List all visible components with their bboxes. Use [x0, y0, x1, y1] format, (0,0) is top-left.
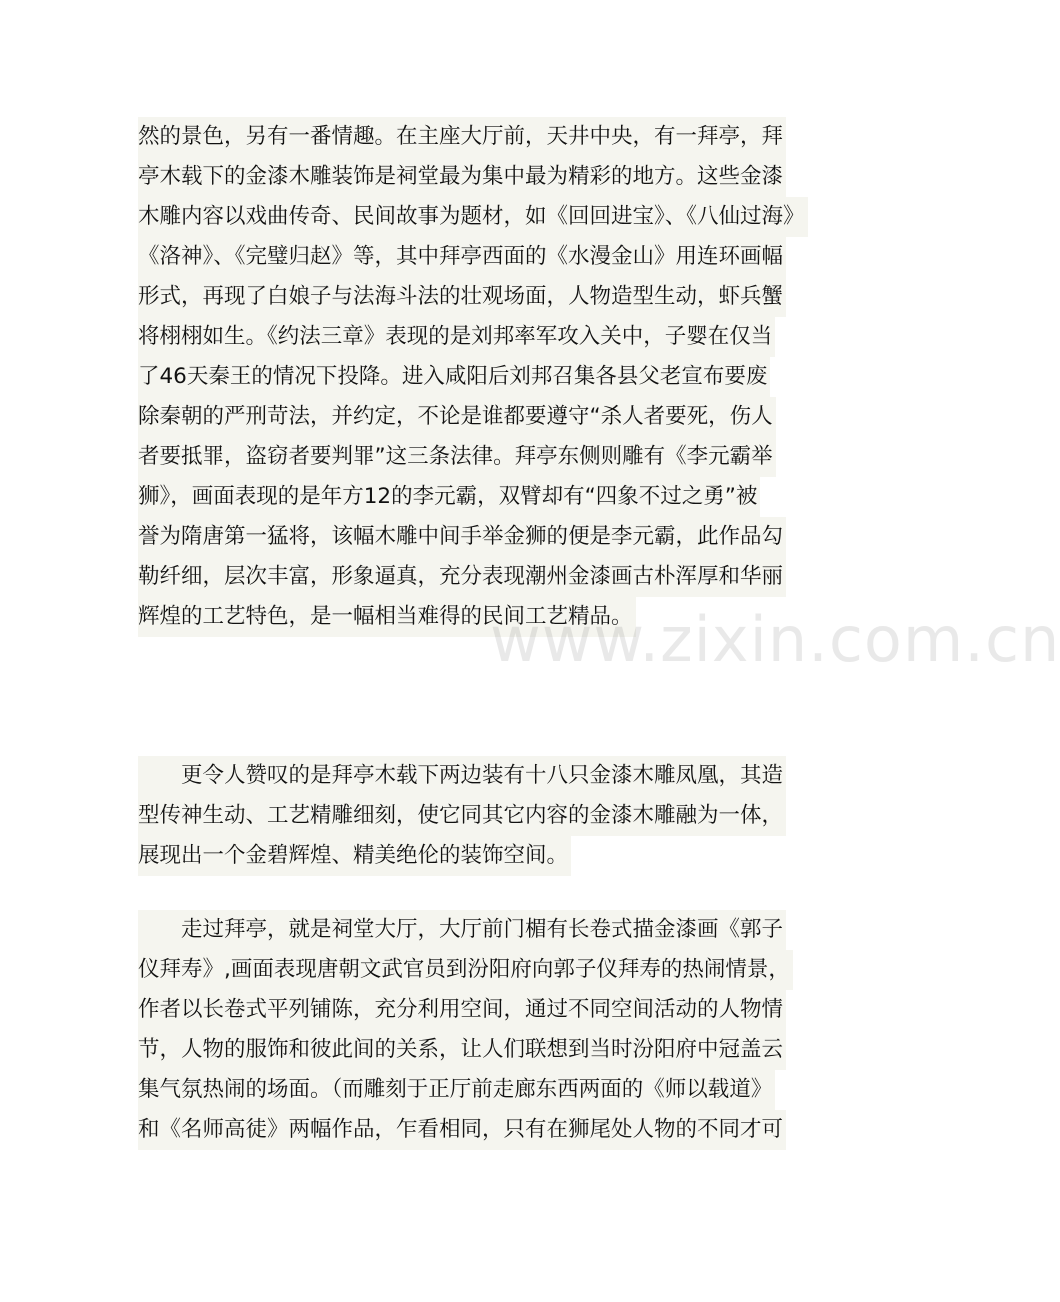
line-text: 了46天秦王的情况下投降。进入咸阳后刘邦召集各县父老宣布要废: [138, 357, 770, 397]
line-text: 将栩栩如生。《约法三章》表现的是刘邦率军攻入关中，子婴在仅当: [138, 317, 775, 357]
text-line: [138, 950, 790, 990]
line-text: 更令人赞叹的是拜亭木载下两边装有十八只金漆木雕凤凰，其造: [138, 756, 786, 796]
text-line: [138, 477, 784, 517]
text-line: [138, 557, 784, 597]
text-line: [138, 1070, 784, 1110]
text-line: [138, 597, 784, 637]
line-text: 亭木载下的金漆木雕装饰是祠堂最为集中最为精彩的地方。这些金漆: [138, 157, 786, 197]
line-text: 辉煌的工艺特色，是一幅相当难得的民间工艺精品。: [138, 597, 636, 637]
line-text: 节，人物的服饰和彼此间的关系，让人们联想到当时汾阳府中冠盖云: [138, 1030, 786, 1070]
line-text: 除秦朝的严刑苛法，并约定，不论是谁都要遵守“杀人者要死，伤人: [138, 397, 776, 437]
line-text: 勒纤细，层次丰富，形象逼真，充分表现潮州金漆画古朴浑厚和华丽: [138, 557, 786, 597]
line-text: 走过拜亭，就是祠堂大厅，大厅前门楣有长卷式描金漆画《郭子: [138, 910, 786, 950]
line-text: 《洛神》、《完璧归赵》等，其中拜亭西面的《水漫金山》用连环画幅: [138, 237, 786, 277]
paragraph-1: [138, 117, 805, 637]
text-line: [138, 796, 784, 836]
text-line: [138, 357, 784, 397]
text-line: [138, 836, 784, 876]
watermark: www.zixin.com.cn: [490, 603, 1060, 676]
text-line: [138, 1030, 784, 1070]
line-text: 作者以长卷式平列铺陈，充分利用空间，通过不同空间活动的人物情: [138, 990, 786, 1030]
line-text: 誉为隋唐第一猛将，该幅木雕中间手举金狮的便是李元霸，此作品勾: [138, 517, 786, 557]
text-line: [138, 910, 784, 950]
text-line: [138, 517, 784, 557]
line-text: 狮》，画面表现的是年方12的李元霸，双臂却有“四象不过之勇”被: [138, 477, 760, 517]
text-line: [138, 756, 784, 796]
text-line: [138, 990, 784, 1030]
line-text: 然的景色，另有一番情趣。在主座大厅前，天井中央，有一拜亭，拜: [138, 117, 786, 157]
text-line: [138, 157, 784, 197]
text-line: [138, 277, 784, 317]
line-text: 仪拜寿》,画面表现唐朝文武官员到汾阳府向郭子仪拜寿的热闹情景，: [138, 950, 793, 990]
line-text: 集气氛热闹的场面。（而雕刻于正厅前走廊东西两面的《师以载道》: [138, 1070, 775, 1110]
line-text: 展现出一个金碧辉煌、精美绝伦的装饰空间。: [138, 836, 571, 876]
text-line: [138, 437, 784, 477]
line-text: 者要抵罪，盗窃者要判罪”这三条法律。拜亭东侧则雕有《李元霸举: [138, 437, 776, 477]
line-text: 木雕内容以戏曲传奇、民间故事为题材，如《回回进宝》、《八仙过海》: [138, 197, 808, 237]
text-line: [138, 1110, 784, 1150]
line-text: 形式，再现了白娘子与法海斗法的壮观场面，人物造型生动，虾兵蟹: [138, 277, 786, 317]
line-text: 和《名师高徒》两幅作品，乍看相同，只有在狮尾处人物的不同才可: [138, 1110, 786, 1150]
text-line: [138, 117, 784, 157]
text-line: [138, 237, 784, 277]
text-line: [138, 197, 805, 237]
text-line: [138, 317, 784, 357]
line-text: 型传神生动、工艺精雕细刻，使它同其它内容的金漆木雕融为一体，: [138, 796, 786, 836]
text-line: [138, 397, 784, 437]
paragraph-3: [138, 910, 790, 1150]
paragraph-2: [138, 756, 784, 876]
